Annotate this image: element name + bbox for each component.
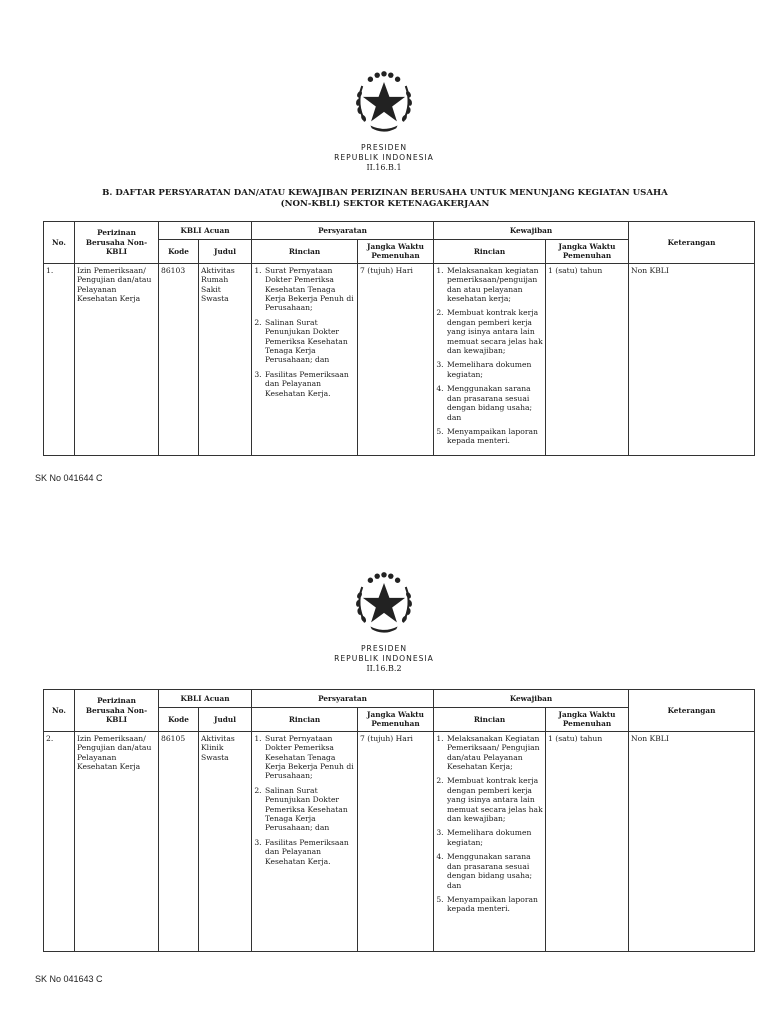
col-header-no: No. (44, 222, 75, 264)
col-header-perizinan: Perizinan Berusaha Non-KBLI (75, 690, 159, 732)
document-title (60, 188, 710, 210)
persyaratan-list (254, 266, 355, 398)
cell-kewajiban (434, 263, 546, 455)
col-header-kode: Kode (159, 708, 199, 732)
col-header-persyaratan: Persyaratan (252, 222, 434, 240)
cell-jangka-persyaratan: 7 (tujuh) Hari (358, 731, 434, 951)
col-header-rincian: Rincian (252, 240, 358, 264)
list-item: 1. Surat Pernyataan Dokter Pemeriksa Kesehatan Tenaga Kerja Bekerja Penuh di Perusahaan; (264, 734, 355, 781)
list-item: 3. Fasilitas Pemeriksaan dan Pelayanan Kesehatan Kerja. (264, 838, 355, 866)
col-header-jangka: Jangka Waktu Pemenuhan (358, 708, 434, 732)
kewajiban-list (436, 266, 543, 446)
table-row (44, 731, 755, 951)
letterhead-line-1: PRESIDEN (360, 644, 408, 653)
list-item: 2. Salinan Surat Penunjukan Dokter Pemeriksa Kesehatan Tenaga Kerja Perusahaan; dan (264, 318, 355, 365)
cell-kode: 86105 (159, 731, 199, 951)
letterhead-line-1: PRESIDEN (360, 143, 408, 152)
persyaratan-list (254, 734, 355, 866)
col-header-jangka-kewajiban: Jangka Waktu Pemenuhan (546, 708, 629, 732)
footer-reference: SK No 041644 C (35, 473, 103, 483)
col-header-keterangan: Keterangan (629, 690, 755, 732)
list-item: 1. Surat Pernyataan Dokter Pemeriksa Kesehatan Tenaga Kerja Bekerja Penuh di Perusahaan; (264, 266, 355, 313)
cell-jangka-kewajiban: 1 (satu) tahun (546, 731, 629, 951)
col-header-rincian-kewajiban: Rincian (434, 240, 546, 264)
title-line-2: (NON-KBLI) SEKTOR KETENAGAKERJAAN (280, 199, 490, 209)
requirements-table (43, 689, 755, 952)
cell-keterangan: Non KBLI (629, 263, 755, 455)
col-header-kbli: KBLI Acuan (159, 690, 252, 708)
letterhead-line-2: REPUBLIK INDONESIA (334, 654, 434, 663)
col-header-rincian: Rincian (252, 708, 358, 732)
cell-persyaratan (252, 731, 358, 951)
letterhead (0, 644, 768, 674)
garuda-star-emblem-icon (350, 67, 418, 135)
cell-judul: Aktivitas Klinik Swasta (199, 731, 252, 951)
col-header-keterangan: Keterangan (629, 222, 755, 264)
list-item: 5. Menyampaikan laporan kepada menteri. (446, 895, 543, 914)
garuda-star-emblem-icon (350, 568, 418, 636)
col-header-no: No. (44, 690, 75, 732)
col-header-kewajiban: Kewajiban (434, 690, 629, 708)
list-item: 4. Menggunakan sarana dan prasarana sesuai dengan bidang usaha; dan (446, 852, 543, 890)
col-header-judul: Judul (199, 240, 252, 264)
list-item: 2. Salinan Surat Penunjukan Dokter Pemeriksa Kesehatan Tenaga Kerja Perusahaan; dan (264, 786, 355, 833)
col-header-persyaratan: Persyaratan (252, 690, 434, 708)
letterhead-line-2: REPUBLIK INDONESIA (334, 153, 434, 162)
page-code: II.16.B.2 (366, 664, 402, 673)
document-page-2 (0, 512, 768, 1024)
col-header-rincian-kewajiban: Rincian (434, 708, 546, 732)
cell-perizinan: Izin Pemeriksaan/ Pengujian dan/atau Pelayanan Kesehatan Kerja (75, 731, 159, 951)
page-code: II.16.B.1 (366, 163, 402, 172)
col-header-kbli: KBLI Acuan (159, 222, 252, 240)
list-item: 2. Membuat kontrak kerja dengan pemberi kerja yang isinya antara lain memuat secara jelas hak dan kewajiban; (446, 776, 543, 823)
col-header-perizinan: Perizinan Berusaha Non-KBLI (75, 222, 159, 264)
col-header-kode: Kode (159, 240, 199, 264)
cell-no: 2. (44, 731, 75, 951)
title-line-1: B. DAFTAR PERSYARATAN DAN/ATAU KEWAJIBAN PERIZINAN BERUSAHA UNTUK MENUNJANG KEGIATAN USAHA (102, 188, 668, 198)
list-item: 3. Fasilitas Pemeriksaan dan Pelayanan Kesehatan Kerja. (264, 370, 355, 398)
cell-perizinan: Izin Pemeriksaan/ Pengujian dan/atau Pelayanan Kesehatan Kerja (75, 263, 159, 455)
list-item: 4. Menggunakan sarana dan prasarana sesuai dengan bidang usaha; dan (446, 384, 543, 422)
list-item: 2. Membuat kontrak kerja dengan pemberi kerja yang isinya antara lain memuat secara jelas hak dan kewajiban; (446, 308, 543, 355)
cell-persyaratan (252, 263, 358, 455)
list-item: 1. Melaksanakan Kegiatan Pemeriksaan/ Pengujian dan/atau Pelayanan Kesehatan Kerja; (446, 734, 543, 772)
cell-jangka-kewajiban: 1 (satu) tahun (546, 263, 629, 455)
col-header-jangka-kewajiban: Jangka Waktu Pemenuhan (546, 240, 629, 264)
kewajiban-list (436, 734, 543, 914)
list-item: 1. Melaksanakan kegiatan pemeriksaan/penguijan dan atau pelayanan kesehatan kerja; (446, 266, 543, 304)
table-row (44, 263, 755, 455)
cell-no: 1. (44, 263, 75, 455)
col-header-kewajiban: Kewajiban (434, 222, 629, 240)
list-item: 3. Memelihara dokumen kegiatan; (446, 828, 543, 847)
cell-kewajiban (434, 731, 546, 951)
cell-keterangan: Non KBLI (629, 731, 755, 951)
requirements-table (43, 221, 755, 456)
cell-jangka-persyaratan: 7 (tujuh) Hari (358, 263, 434, 455)
cell-kode: 86103 (159, 263, 199, 455)
footer-reference: SK No 041643 C (35, 974, 103, 984)
cell-judul: Aktivitas Rumah Sakit Swasta (199, 263, 252, 455)
col-header-jangka: Jangka Waktu Pemenuhan (358, 240, 434, 264)
letterhead (0, 143, 768, 173)
list-item: 3. Memelihara dokumen kegiatan; (446, 360, 543, 379)
col-header-judul: Judul (199, 708, 252, 732)
list-item: 5. Menyampaikan laporan kepada menteri. (446, 427, 543, 446)
